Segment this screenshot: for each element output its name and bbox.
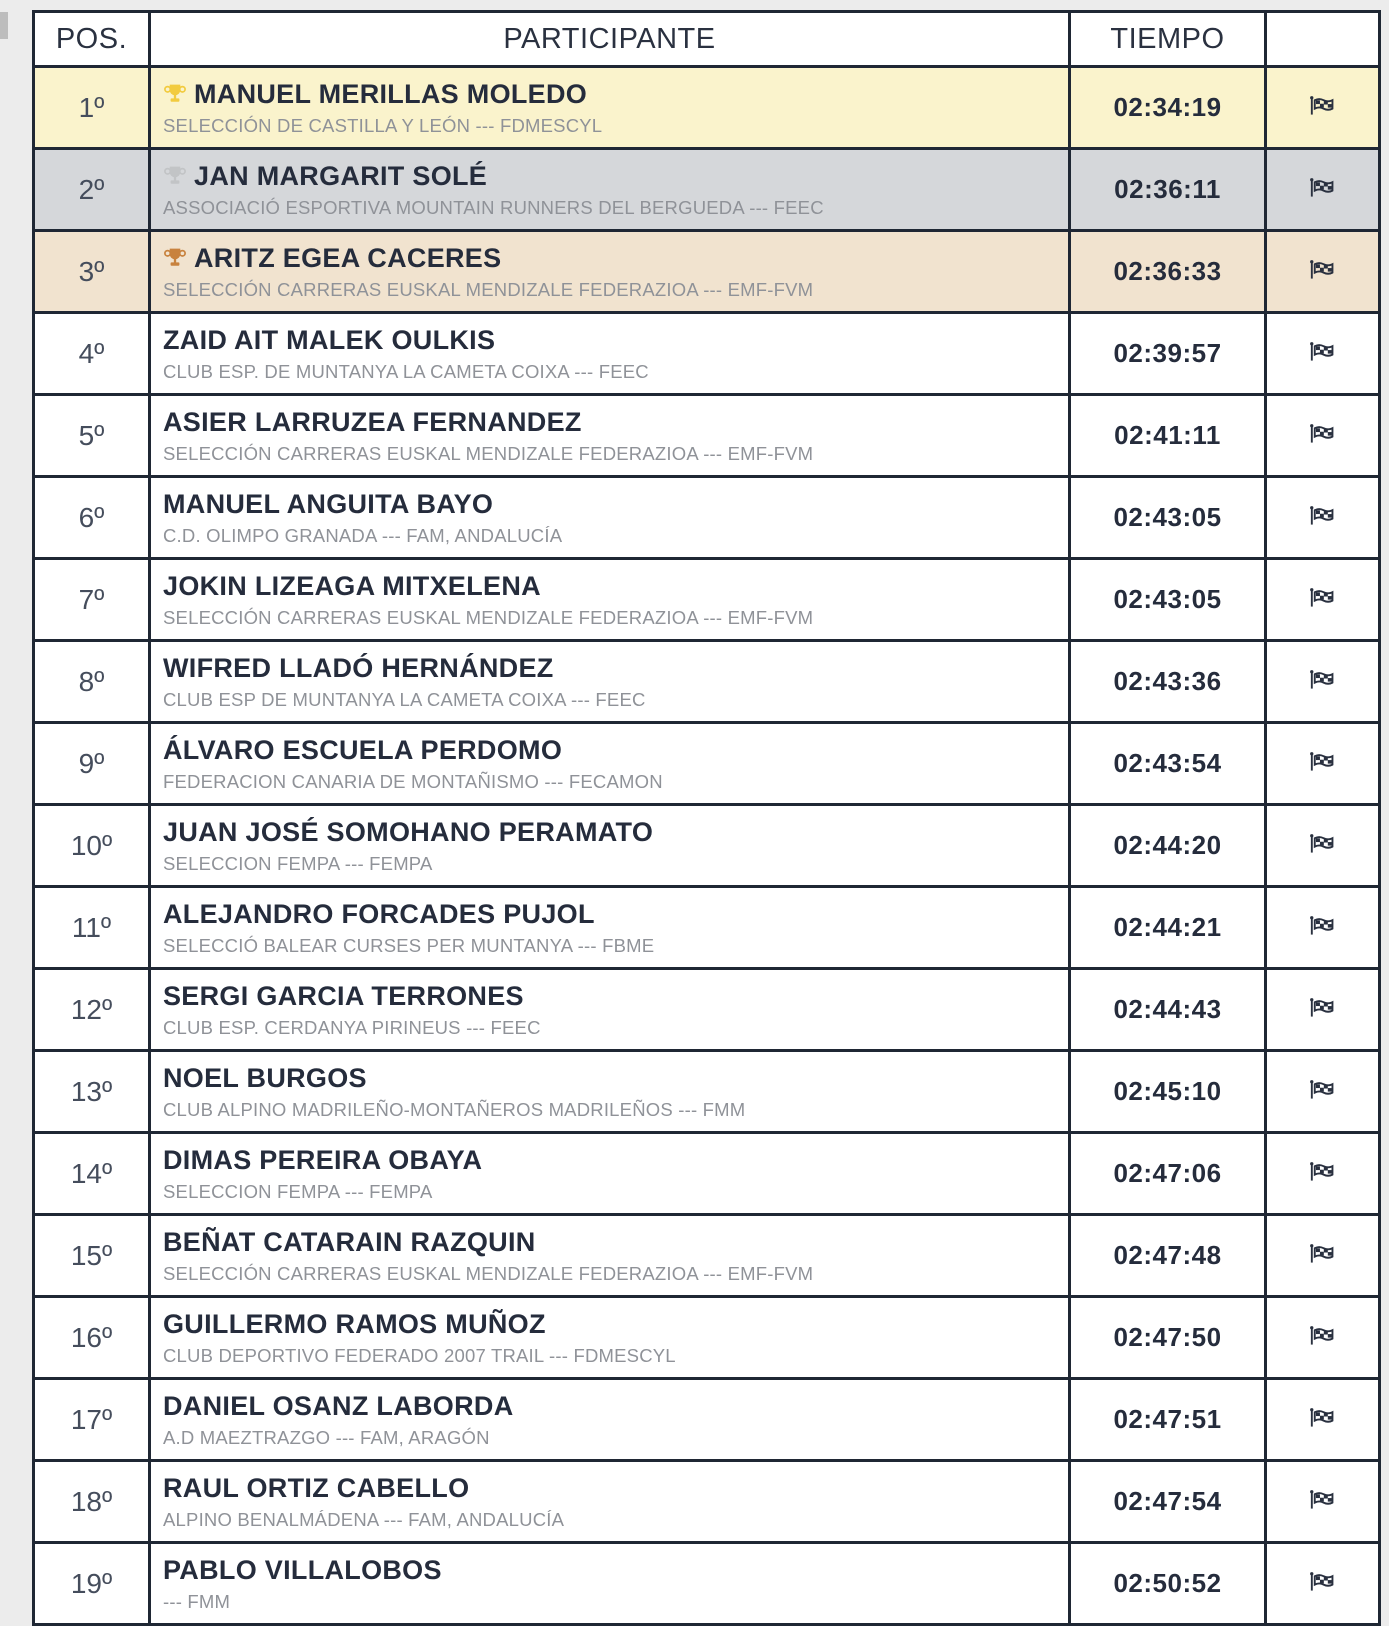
column-header-flag	[1266, 12, 1380, 67]
checkered-flag-icon	[1307, 1165, 1338, 1182]
table-row	[34, 641, 1380, 723]
position-cell: 5º	[34, 395, 150, 477]
table-row	[34, 1543, 1380, 1625]
participant-name-line	[163, 1309, 1058, 1340]
table-row	[34, 1215, 1380, 1297]
participant-cell	[150, 1543, 1070, 1625]
table-row	[34, 969, 1380, 1051]
time-cell: 02:41:11	[1070, 395, 1266, 477]
participant-cell	[150, 1461, 1070, 1543]
participant-club: C.D. OLIMPO GRANADA --- FAM, ANDALUCÍA	[163, 524, 563, 546]
finish-flag-cell	[1266, 1297, 1380, 1379]
participant-name: PABLO VILLALOBOS	[163, 1554, 442, 1585]
checkered-flag-icon	[1307, 1411, 1338, 1428]
finish-flag-cell	[1266, 231, 1380, 313]
table-row	[34, 67, 1380, 149]
checkered-flag-icon	[1307, 1247, 1338, 1264]
participant-name-line	[163, 1473, 1058, 1504]
position-cell: 1º	[34, 67, 150, 149]
participant-name-line	[163, 1555, 1058, 1586]
participant-name-line	[163, 489, 1058, 520]
participant-name-line	[163, 1063, 1058, 1094]
participant-cell	[150, 805, 1070, 887]
time-cell: 02:43:36	[1070, 641, 1266, 723]
time-cell: 02:44:20	[1070, 805, 1266, 887]
participant-name: ASIER LARRUZEA FERNANDEZ	[163, 406, 582, 437]
table-row	[34, 887, 1380, 969]
results-table-header	[34, 12, 1380, 67]
participant-name-line	[163, 161, 1058, 192]
participant-cell	[150, 313, 1070, 395]
participant-name: ARITZ EGEA CACERES	[194, 242, 502, 273]
time-cell: 02:36:11	[1070, 149, 1266, 231]
time-cell: 02:44:43	[1070, 969, 1266, 1051]
participant-cell	[150, 1379, 1070, 1461]
participant-name: JUAN JOSÉ SOMOHANO PERAMATO	[163, 816, 654, 847]
position-cell: 4º	[34, 313, 150, 395]
time-cell: 02:43:54	[1070, 723, 1266, 805]
time-cell: 02:50:52	[1070, 1543, 1266, 1625]
finish-flag-cell	[1266, 969, 1380, 1051]
participant-cell	[150, 395, 1070, 477]
time-cell: 02:34:19	[1070, 67, 1266, 149]
participant-club: ASSOCIACIÓ ESPORTIVA MOUNTAIN RUNNERS DEL BERGUEDA --- FEEC	[163, 196, 824, 218]
checkered-flag-icon	[1307, 755, 1338, 772]
participant-cell	[150, 477, 1070, 559]
checkered-flag-icon	[1307, 1329, 1338, 1346]
participant-cell	[150, 559, 1070, 641]
table-row	[34, 313, 1380, 395]
participant-name-line	[163, 1145, 1058, 1176]
checkered-flag-icon	[1307, 345, 1338, 362]
finish-flag-cell	[1266, 395, 1380, 477]
participant-club: A.D MAEZTRAZGO --- FAM, ARAGÓN	[163, 1426, 490, 1448]
position-cell: 8º	[34, 641, 150, 723]
participant-name: NOEL BURGOS	[163, 1062, 367, 1093]
participant-name-line	[163, 1391, 1058, 1422]
checkered-flag-icon	[1307, 591, 1338, 608]
participant-club: CLUB ALPINO MADRILEÑO-MONTAÑEROS MADRILEÑOS --- FMM	[163, 1098, 746, 1120]
results-table-body	[34, 67, 1380, 1625]
participant-name: MANUEL MERILLAS MOLEDO	[194, 78, 588, 109]
position-cell: 10º	[34, 805, 150, 887]
position-cell: 14º	[34, 1133, 150, 1215]
participant-name: JAN MARGARIT SOLÉ	[194, 160, 488, 191]
participant-name-line	[163, 653, 1058, 684]
position-cell: 2º	[34, 149, 150, 231]
checkered-flag-icon	[1307, 1083, 1338, 1100]
participant-club: CLUB DEPORTIVO FEDERADO 2007 TRAIL --- FDMESCYL	[163, 1344, 676, 1366]
checkered-flag-icon	[1307, 427, 1338, 444]
participant-club: SELECCIÓN CARRERAS EUSKAL MENDIZALE FEDERAZIOA --- EMF-FVM	[163, 442, 814, 464]
position-cell: 19º	[34, 1543, 150, 1625]
table-row	[34, 231, 1380, 313]
participant-name: RAUL ORTIZ CABELLO	[163, 1472, 470, 1503]
participant-name: ALEJANDRO FORCADES PUJOL	[163, 898, 595, 929]
participant-cell	[150, 641, 1070, 723]
finish-flag-cell	[1266, 805, 1380, 887]
checkered-flag-icon	[1307, 673, 1338, 690]
participant-club: --- FMM	[163, 1590, 231, 1612]
participant-name: JOKIN LIZEAGA MITXELENA	[163, 570, 541, 601]
participant-name-line	[163, 571, 1058, 602]
participant-club: SELECCIÓN DE CASTILLA Y LEÓN --- FDMESCYL	[163, 114, 603, 136]
checkered-flag-icon	[1307, 263, 1338, 280]
finish-flag-cell	[1266, 313, 1380, 395]
participant-name: BEÑAT CATARAIN RAZQUIN	[163, 1226, 536, 1257]
participant-cell	[150, 231, 1070, 313]
finish-flag-cell	[1266, 559, 1380, 641]
finish-flag-cell	[1266, 477, 1380, 559]
time-cell: 02:43:05	[1070, 477, 1266, 559]
participant-club: SELECCIÓN CARRERAS EUSKAL MENDIZALE FEDERAZIOA --- EMF-FVM	[163, 1262, 814, 1284]
time-cell: 02:44:21	[1070, 887, 1266, 969]
participant-name: MANUEL ANGUITA BAYO	[163, 488, 494, 519]
participant-name-line	[163, 79, 1058, 110]
table-row	[34, 559, 1380, 641]
finish-flag-cell	[1266, 1543, 1380, 1625]
checkered-flag-icon	[1307, 509, 1338, 526]
participant-club: CLUB ESP. CERDANYA PIRINEUS --- FEEC	[163, 1016, 541, 1038]
finish-flag-cell	[1266, 1379, 1380, 1461]
position-cell: 15º	[34, 1215, 150, 1297]
finish-flag-cell	[1266, 149, 1380, 231]
column-header-tiempo: TIEMPO	[1070, 12, 1266, 67]
participant-club: SELECCION FEMPA --- FEMPA	[163, 1180, 433, 1202]
checkered-flag-icon	[1307, 919, 1338, 936]
time-cell: 02:47:50	[1070, 1297, 1266, 1379]
participant-cell	[150, 1215, 1070, 1297]
participant-name-line	[163, 1227, 1058, 1258]
finish-flag-cell	[1266, 887, 1380, 969]
table-row	[34, 149, 1380, 231]
participant-name-line	[163, 735, 1058, 766]
participant-cell	[150, 969, 1070, 1051]
participant-name-line	[163, 981, 1058, 1012]
position-cell: 17º	[34, 1379, 150, 1461]
position-cell: 11º	[34, 887, 150, 969]
participant-club: FEDERACION CANARIA DE MONTAÑISMO --- FECAMON	[163, 770, 663, 792]
participant-name: DANIEL OSANZ LABORDA	[163, 1390, 514, 1421]
position-cell: 13º	[34, 1051, 150, 1133]
time-cell: 02:36:33	[1070, 231, 1266, 313]
column-header-pos: POS.	[34, 12, 150, 67]
participant-name: SERGI GARCIA TERRONES	[163, 980, 524, 1011]
trophy-icon	[163, 246, 187, 270]
finish-flag-cell	[1266, 723, 1380, 805]
participant-name-line	[163, 243, 1058, 274]
table-row	[34, 395, 1380, 477]
results-table	[32, 10, 1381, 1626]
time-cell: 02:45:10	[1070, 1051, 1266, 1133]
time-cell: 02:47:48	[1070, 1215, 1266, 1297]
finish-flag-cell	[1266, 67, 1380, 149]
participant-cell	[150, 1051, 1070, 1133]
scrollbar-thumb[interactable]	[0, 12, 8, 39]
participant-club: SELECCIÓN CARRERAS EUSKAL MENDIZALE FEDERAZIOA --- EMF-FVM	[163, 606, 814, 628]
finish-flag-cell	[1266, 1215, 1380, 1297]
table-row	[34, 1297, 1380, 1379]
column-header-participante: PARTICIPANTE	[150, 12, 1070, 67]
finish-flag-cell	[1266, 1133, 1380, 1215]
time-cell: 02:47:06	[1070, 1133, 1266, 1215]
table-row	[34, 477, 1380, 559]
time-cell: 02:47:51	[1070, 1379, 1266, 1461]
trophy-icon	[163, 164, 187, 188]
participant-club: CLUB ESP. DE MUNTANYA LA CAMETA COIXA --- FEEC	[163, 360, 649, 382]
trophy-icon	[163, 82, 187, 106]
participant-cell	[150, 67, 1070, 149]
participant-club: SELECCIÓ BALEAR CURSES PER MUNTANYA --- FBME	[163, 934, 655, 956]
participant-club: SELECCIÓN CARRERAS EUSKAL MENDIZALE FEDERAZIOA --- EMF-FVM	[163, 278, 814, 300]
table-row	[34, 1379, 1380, 1461]
participant-club: ALPINO BENALMÁDENA --- FAM, ANDALUCÍA	[163, 1508, 565, 1530]
finish-flag-cell	[1266, 641, 1380, 723]
checkered-flag-icon	[1307, 99, 1338, 116]
table-row	[34, 805, 1380, 887]
checkered-flag-icon	[1307, 1493, 1338, 1510]
participant-name: WIFRED LLADÓ HERNÁNDEZ	[163, 652, 554, 683]
participant-name-line	[163, 325, 1058, 356]
position-cell: 18º	[34, 1461, 150, 1543]
participant-name: ÁLVARO ESCUELA PERDOMO	[163, 734, 563, 765]
checkered-flag-icon	[1307, 837, 1338, 854]
participant-cell	[150, 1133, 1070, 1215]
finish-flag-cell	[1266, 1461, 1380, 1543]
table-row	[34, 1133, 1380, 1215]
table-row	[34, 723, 1380, 805]
participant-name: DIMAS PEREIRA OBAYA	[163, 1144, 483, 1175]
position-cell: 9º	[34, 723, 150, 805]
position-cell: 6º	[34, 477, 150, 559]
participant-name: ZAID AIT MALEK OULKIS	[163, 324, 496, 355]
position-cell: 12º	[34, 969, 150, 1051]
participant-cell	[150, 1297, 1070, 1379]
participant-club: SELECCION FEMPA --- FEMPA	[163, 852, 433, 874]
time-cell: 02:43:05	[1070, 559, 1266, 641]
participant-name-line	[163, 899, 1058, 930]
participant-cell	[150, 723, 1070, 805]
position-cell: 16º	[34, 1297, 150, 1379]
time-cell: 02:47:54	[1070, 1461, 1266, 1543]
participant-cell	[150, 149, 1070, 231]
finish-flag-cell	[1266, 1051, 1380, 1133]
participant-club: CLUB ESP DE MUNTANYA LA CAMETA COIXA --- FEEC	[163, 688, 646, 710]
participant-name-line	[163, 817, 1058, 848]
checkered-flag-icon	[1307, 181, 1338, 198]
checkered-flag-icon	[1307, 1001, 1338, 1018]
position-cell: 7º	[34, 559, 150, 641]
participant-name-line	[163, 407, 1058, 438]
checkered-flag-icon	[1307, 1575, 1338, 1592]
table-row	[34, 1461, 1380, 1543]
table-row	[34, 1051, 1380, 1133]
time-cell: 02:39:57	[1070, 313, 1266, 395]
participant-name: GUILLERMO RAMOS MUÑOZ	[163, 1308, 546, 1339]
position-cell: 3º	[34, 231, 150, 313]
participant-cell	[150, 887, 1070, 969]
